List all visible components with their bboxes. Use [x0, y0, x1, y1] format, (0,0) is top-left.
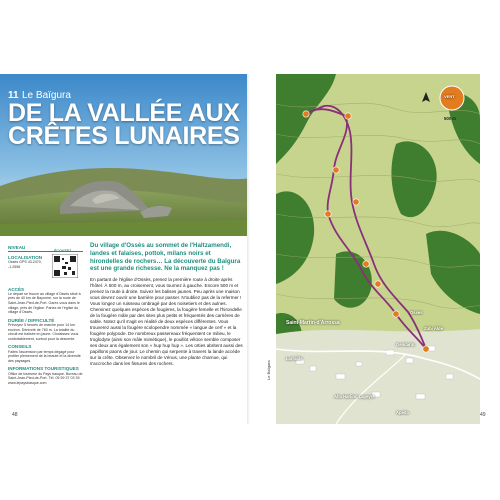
map-badge: VERT	[444, 94, 455, 99]
duration-heading: DURÉE / DIFFICULTÉ	[8, 317, 55, 323]
route-map	[276, 74, 480, 424]
hike-number: 11	[8, 90, 19, 101]
main-text	[90, 242, 244, 367]
map-label-larralde: Larralde	[286, 356, 303, 361]
map-label-osses: Ossès	[410, 310, 423, 315]
map-label-saint-martin: Saint-Martin-d'Arrossa	[286, 320, 340, 326]
divider	[8, 251, 83, 252]
left-page	[0, 74, 250, 424]
access-text: Le départ se trouve au village d'Ossès situé à près de 40 km de Bayonne, sur la route de Saint-Jean-Pied-de-Port. Garez-vous dans le village, près de l'église. Partez de l'église du village d'Ossès.	[8, 291, 81, 315]
map-scale: 500 m	[444, 116, 456, 121]
map-label-alta-harlino: Alta Harlino Lapeyre	[334, 394, 375, 399]
hero-photo	[0, 74, 250, 236]
advice-text: Faites l'ascension par temps dégagé pour profiter pleinement de la beauté et la diversité des paysages.	[8, 349, 81, 363]
body-paragraph: En partant de l'église d'Ossès, prenez la première route à droite après l'hôtel. À 500 m, au croisement, vous tournez à gauche. Encore 500 m et prenez la route à droite. Suivez les balises jaunes. Peu après une maison vous devrez ouvrir une barrière pour passer. N'oubliez pas de la refermer ! Vous longez un ruisseau ombragé par des noisetiers et des aulnes. Cheminez quelques espèces de fougères, la fougère femelle et l'hirondelle de la fougère mâle par des sites plus petits et fréquentés des carrières de sable. Notez qu'il s'agit en réalité de deux espèces différentes. Vous trouverez aussi la fougère scolopendre nommée « langue de cerf » et la fougère polypode. De nombreux passereaux fréquentent ce milieu, le troglodyte (ainsi son mâle mimétique), le pouillot véloce semble composer ses deux ans également son « hup hup hup ». Les orties abritent aussi des papillons paons de jour. Le chemin qui serpente à travers la lande accède sur la crête. Observez le nombril de Vénus, une plante charnue, qui s'accroche dans les fissures des rochers.	[90, 277, 243, 367]
level-heading: NIVEAU	[8, 245, 26, 250]
side-tab: Le Baïgura	[266, 360, 271, 380]
map-label-gendarm: Gendarm.	[396, 342, 416, 347]
duration-text: Prévoyez 5 heures de marche pour 14 km environ. Dénivelé de 760 m. La totalité du circuit est balisée en jaune. Choisissez vous confortablement, surtout pour la descente.	[8, 322, 79, 341]
info-sidebar	[8, 242, 83, 385]
hike-subtitle: Le Baïgura	[22, 90, 71, 101]
page-number-right: 49	[480, 412, 486, 418]
topographic-map	[276, 74, 480, 424]
map-label-apeito: Apeito	[396, 410, 410, 415]
scan-label: ÉCOUTEZ	[54, 249, 72, 253]
info-text: Office de tourisme du Pays basque. Bureau de Saint-Jean-Pied-de-Port. Tél. 05 59 37 03 39. www.lepaysbasque.com	[8, 371, 83, 385]
advice-heading: CONSEILS	[8, 344, 32, 350]
access-heading: ACCÈS	[8, 286, 25, 292]
page-number-left: 48	[12, 412, 18, 418]
page-title: DE LA VALLÉE AUX CRÊTES LUNAIRES	[8, 99, 240, 150]
location-heading: LOCALISATION	[8, 255, 43, 261]
lead-paragraph: Du village d'Ossès au sommet de l'Haltzamendi, landes et falaises, pottok, milans noirs et hirondelles de rochers… La découverte du Baïgura est une grande richesse. Ne la manquez pas !	[90, 242, 241, 273]
info-heading: INFORMATIONS TOURISTIQUES	[8, 366, 79, 372]
location-text: Ossès GPS 43.2470, -1.2596	[8, 260, 42, 269]
qr-code-icon[interactable]	[52, 254, 78, 278]
map-label-zubi-alde: Zubi Alde	[424, 326, 443, 331]
